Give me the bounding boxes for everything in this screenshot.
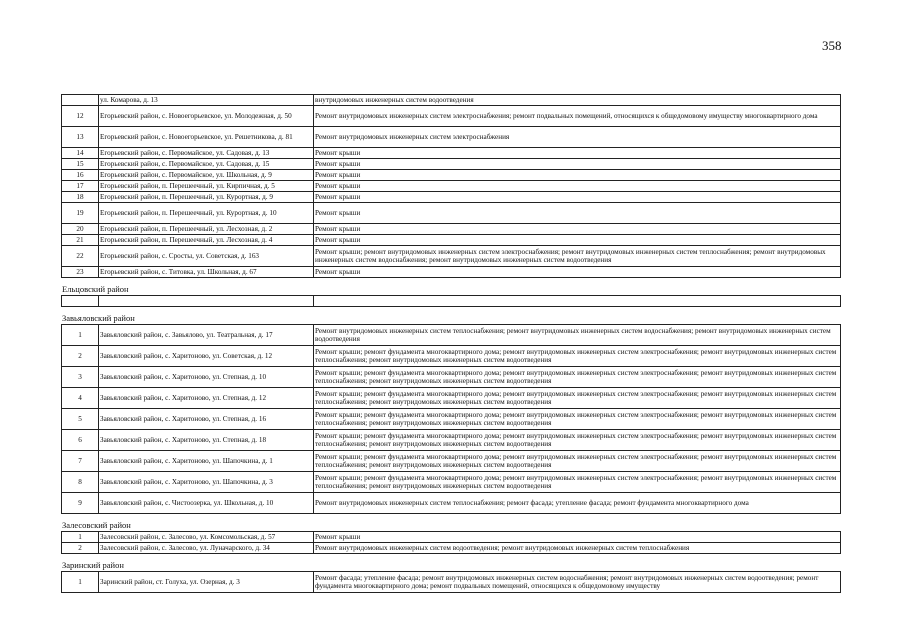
table-row: [62, 346, 841, 367]
row-address: Егорьевский район, п. Перешеечный, ул. Лесхозная, д. 4: [99, 235, 314, 246]
row-number: 16: [62, 170, 99, 181]
row-number: 21: [62, 235, 99, 246]
works-table: [61, 531, 841, 554]
row-address: Завьяловский район, с. Чистоозерка, ул. Школьная, д. 10: [99, 493, 314, 514]
row-number: 2: [62, 346, 99, 367]
table-row: [62, 246, 841, 267]
table-row: [62, 430, 841, 451]
row-number: 12: [62, 106, 99, 127]
document-body: [61, 94, 841, 593]
row-address: Егорьевский район, п. Перешеечный, ул. Курортная, д. 10: [99, 203, 314, 224]
row-works: Ремонт крыши: [314, 148, 841, 159]
row-number: 23: [62, 267, 99, 278]
table-row: [62, 159, 841, 170]
row-number: 1: [62, 572, 99, 593]
row-works: внутридомовых инженерных систем водоотведения: [314, 95, 841, 106]
row-works: Ремонт крыши; ремонт внутридомовых инженерных систем электроснабжения; ремонт внутридомовых инженерных систем теплоснабжения; ремонт внутридомовых инженерных систем водоснабжения; ремонт внутридомовых инженерных систем водоотведения: [314, 246, 841, 267]
table-row: [62, 148, 841, 159]
row-number: 3: [62, 367, 99, 388]
row-works: Ремонт крыши: [314, 532, 841, 543]
row-number: 4: [62, 388, 99, 409]
row-works: Ремонт крыши: [314, 235, 841, 246]
row-address: Егорьевский район, с. Первомайское, ул. Садовая, д. 15: [99, 159, 314, 170]
row-address: Завьяловский район, с. Харитоново, ул. Степная, д. 16: [99, 409, 314, 430]
row-works: Ремонт фасада; утепление фасада; ремонт внутридомовых инженерных систем водоснабжения; ремонт внутридомовых инженерных систем водоотведения; ремонт фундамента многоквартирного дома; ремонт подвальных помещений, относящихся к общедомовому имуществу: [314, 572, 841, 593]
table-row: [62, 472, 841, 493]
works-table: [61, 324, 841, 514]
row-number: 13: [62, 127, 99, 148]
table-row: [62, 170, 841, 181]
row-works: Ремонт крыши: [314, 181, 841, 192]
row-works: Ремонт крыши; ремонт фундамента многоквартирного дома; ремонт внутридомовых инженерных систем электроснабжения; ремонт внутридомовых инженерных систем теплоснабжения; ремонт внутридомовых инженерных систем водоотведения: [314, 346, 841, 367]
row-address: Залесовский район, с. Залесово, ул. Комсомольская, д. 57: [99, 532, 314, 543]
row-address: Егорьевский район, с. Титовка, ул. Школьная, д. 67: [99, 267, 314, 278]
row-number: 1: [62, 325, 99, 346]
row-address: Егорьевский район, с. Сросты, ул. Советская, д. 163: [99, 246, 314, 267]
row-works: Ремонт крыши; ремонт фундамента многоквартирного дома; ремонт внутридомовых инженерных систем электроснабжения; ремонт внутридомовых инженерных систем теплоснабжения; ремонт внутридомовых инженерных систем водоотведения: [314, 472, 841, 493]
row-works: Ремонт крыши; ремонт фундамента многоквартирного дома; ремонт внутридомовых инженерных систем электроснабжения; ремонт внутридомовых инженерных систем теплоснабжения; ремонт внутридомовых инженерных систем водоотведения: [314, 430, 841, 451]
works-table: [61, 295, 841, 307]
table-row: [62, 367, 841, 388]
row-address: Завьяловский район, с. Харитоново, ул. Шапочкина, д. 1: [99, 451, 314, 472]
row-number: 8: [62, 472, 99, 493]
district-title: Заринский район: [62, 560, 124, 570]
row-address: Егорьевский район, п. Перешеечный, ул. Кирпичная, д. 5: [99, 181, 314, 192]
district-title: Завьяловский район: [62, 313, 135, 323]
row-address: Завьяловский район, с. Харитоново, ул. Шапочкина, д. 3: [99, 472, 314, 493]
works-table: [61, 571, 841, 593]
row-number: 18: [62, 192, 99, 203]
row-number: 9: [62, 493, 99, 514]
row-address: Егорьевский район, с. Новоегорьевское, ул. Молодежная, д. 50: [99, 106, 314, 127]
row-works: [314, 296, 841, 307]
table-row: [62, 203, 841, 224]
row-address: Заринский район, ст. Голуха, ул. Озерная, д. 3: [99, 572, 314, 593]
row-number: 2: [62, 543, 99, 554]
row-works: Ремонт крыши: [314, 224, 841, 235]
row-works: Ремонт внутридомовых инженерных систем электроснабжения: [314, 127, 841, 148]
table-row: [62, 127, 841, 148]
row-address: Егорьевский район, с. Первомайское, ул. Школьная, д. 9: [99, 170, 314, 181]
row-address: ул. Комарова, д. 13: [99, 95, 314, 106]
row-address: Завьяловский район, с. Завьялово, ул. Театральная, д. 17: [99, 325, 314, 346]
row-works: Ремонт крыши: [314, 159, 841, 170]
row-works: Ремонт крыши; ремонт фундамента многоквартирного дома; ремонт внутридомовых инженерных систем электроснабжения; ремонт внутридомовых инженерных систем теплоснабжения; ремонт внутридомовых инженерных систем водоотведения: [314, 409, 841, 430]
row-number: [62, 95, 99, 106]
table-row: [62, 181, 841, 192]
table-row: [62, 388, 841, 409]
row-works: Ремонт внутридомовых инженерных систем теплоснабжения; ремонт внутридомовых инженерных систем водоснабжения; ремонт внутридомовых инженерных систем водоотведения: [314, 325, 841, 346]
table-row: [62, 451, 841, 472]
table-row: [62, 543, 841, 554]
row-works: Ремонт крыши: [314, 192, 841, 203]
row-number: 7: [62, 451, 99, 472]
district-title: Ельцовский район: [62, 284, 129, 294]
row-works: Ремонт крыши; ремонт фундамента многоквартирного дома; ремонт внутридомовых инженерных систем электроснабжения; ремонт внутридомовых инженерных систем теплоснабжения; ремонт внутридомовых инженерных систем водоотведения: [314, 451, 841, 472]
row-number: 1: [62, 532, 99, 543]
row-number: 14: [62, 148, 99, 159]
row-number: 17: [62, 181, 99, 192]
row-works: Ремонт внутридомовых инженерных систем электроснабжения; ремонт подвальных помещений, относящихся к общедомовому имуществу многоквартирного дома: [314, 106, 841, 127]
works-table: [61, 94, 841, 278]
page-number: 358: [822, 38, 842, 53]
table-row: [62, 572, 841, 593]
row-number: 6: [62, 430, 99, 451]
row-works: Ремонт крыши: [314, 170, 841, 181]
table-row: [62, 296, 841, 307]
row-address: [99, 296, 314, 307]
table-row: [62, 532, 841, 543]
row-address: Егорьевский район, с. Новоегорьевское, ул. Решетникова, д. 81: [99, 127, 314, 148]
row-works: Ремонт крыши: [314, 203, 841, 224]
row-address: Егорьевский район, п. Перешеечный, ул. Курортная, д. 9: [99, 192, 314, 203]
row-number: 19: [62, 203, 99, 224]
row-works: Ремонт крыши; ремонт фундамента многоквартирного дома; ремонт внутридомовых инженерных систем электроснабжения; ремонт внутридомовых инженерных систем теплоснабжения; ремонт внутридомовых инженерных систем водоотведения: [314, 367, 841, 388]
row-address: Завьяловский район, с. Харитоново, ул. Степная, д. 10: [99, 367, 314, 388]
row-works: Ремонт крыши: [314, 267, 841, 278]
row-address: Залесовский район, с. Залесово, ул. Луначарского, д. 34: [99, 543, 314, 554]
table-row: [62, 192, 841, 203]
table-row: [62, 224, 841, 235]
row-works: Ремонт внутридомовых инженерных систем водоотведения; ремонт внутридомовых инженерных систем теплоснабжения: [314, 543, 841, 554]
row-works: Ремонт крыши; ремонт фундамента многоквартирного дома; ремонт внутридомовых инженерных систем электроснабжения; ремонт внутридомовых инженерных систем теплоснабжения; ремонт внутридомовых инженерных систем водоотведения: [314, 388, 841, 409]
row-number: 15: [62, 159, 99, 170]
district-title: Залесовский район: [62, 520, 131, 530]
row-address: Егорьевский район, с. Первомайское, ул. Садовая, д. 13: [99, 148, 314, 159]
row-number: 5: [62, 409, 99, 430]
table-row: [62, 267, 841, 278]
table-row: [62, 409, 841, 430]
row-address: Завьяловский район, с. Харитоново, ул. Степная, д. 18: [99, 430, 314, 451]
table-row: [62, 106, 841, 127]
row-works: Ремонт внутридомовых инженерных систем теплоснабжения; ремонт фасада; утепление фасада; ремонт фундамента многоквартирного дома: [314, 493, 841, 514]
row-number: [62, 296, 99, 307]
table-row: [62, 95, 841, 106]
table-row: [62, 235, 841, 246]
row-address: Егорьевский район, п. Перешеечный, ул. Лесхозная, д. 2: [99, 224, 314, 235]
table-row: [62, 493, 841, 514]
row-address: Завьяловский район, с. Харитоново, ул. Степная, д. 12: [99, 388, 314, 409]
row-number: 20: [62, 224, 99, 235]
row-number: 22: [62, 246, 99, 267]
table-row: [62, 325, 841, 346]
row-address: Завьяловский район, с. Харитоново, ул. Советская, д. 12: [99, 346, 314, 367]
